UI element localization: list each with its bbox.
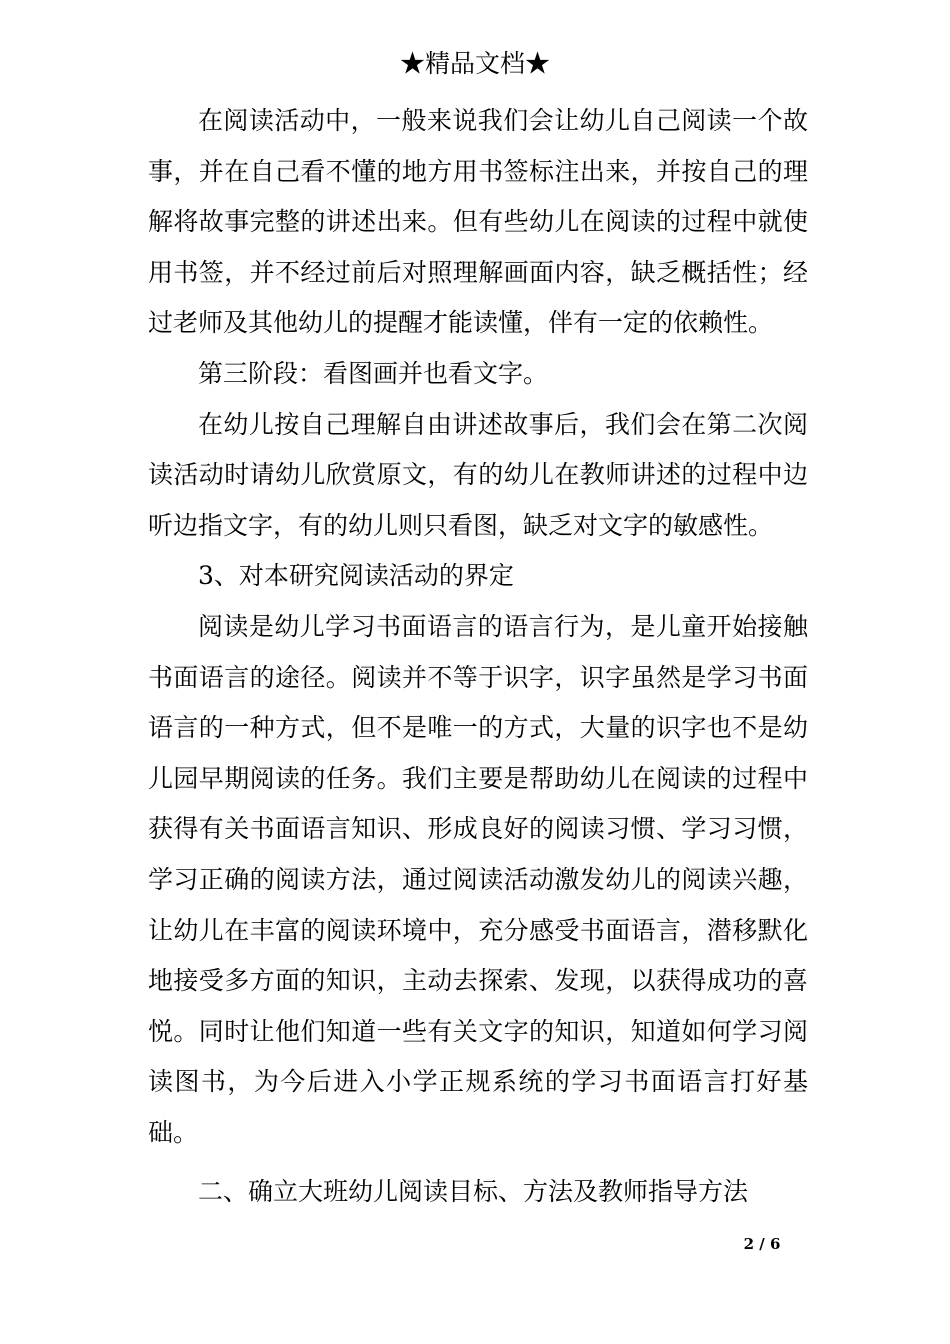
paragraph-reading-stage-two: 在阅读活动中，一般来说我们会让幼儿自己阅读一个故事，并在自己看不懂的地方用书签标注出来，并按自己的理解将故事完整的讲述出来。但有些幼儿在阅读的过程中就使用书签，并不经过前后对照理解画面内容，缺乏概括性；经过老师及其他幼儿的提醒才能读懂，伴有一定的依赖性。 bbox=[148, 106, 808, 338]
page-number: 2 / 6 bbox=[743, 1235, 781, 1253]
paragraph-definition: 阅读是幼儿学习书面语言的语言行为，是儿童开始接触书面语言的途径。阅读并不等于识字，识字虽然是学习书面语言的一种方式，但不是唯一的方式，大量的识字也不是幼儿园早期阅读的任务。我们主要是帮助幼儿在阅读的过程中获得有关书面语言知识、形成良好的阅读习惯、学习习惯，学习正确的阅读方法，通过阅读活动激发幼儿的阅读兴趣，让幼儿在丰富的阅读环境中，充分感受书面语言，潜移默化地接受多方面的知识，主动去探索、发现，以获得成功的喜悦。同时让他们知道一些有关文字的知识，知道如何学习阅读图书，为今后进入小学正规系统的学习书面语言打好基础。 bbox=[148, 611, 808, 1147]
section-heading-goals: 二、确立大班幼儿阅读目标、方法及教师指导方法 bbox=[198, 1177, 749, 1207]
paragraph-stage-three-heading: 第三阶段：看图画并也看文字。 bbox=[198, 358, 549, 388]
paragraph-reading-stage-three: 在幼儿按自己理解自由讲述故事后，我们会在第二次阅读活动时请幼儿欣赏原文，有的幼儿在教师讲述的过程中边听边指文字，有的幼儿则只看图，缺乏对文字的敏感性。 bbox=[148, 409, 808, 540]
section-heading-definition: 3、对本研究阅读活动的界定 bbox=[198, 561, 514, 591]
document-body bbox=[148, 96, 808, 1218]
page-header: ★精品文档★ bbox=[399, 49, 550, 78]
